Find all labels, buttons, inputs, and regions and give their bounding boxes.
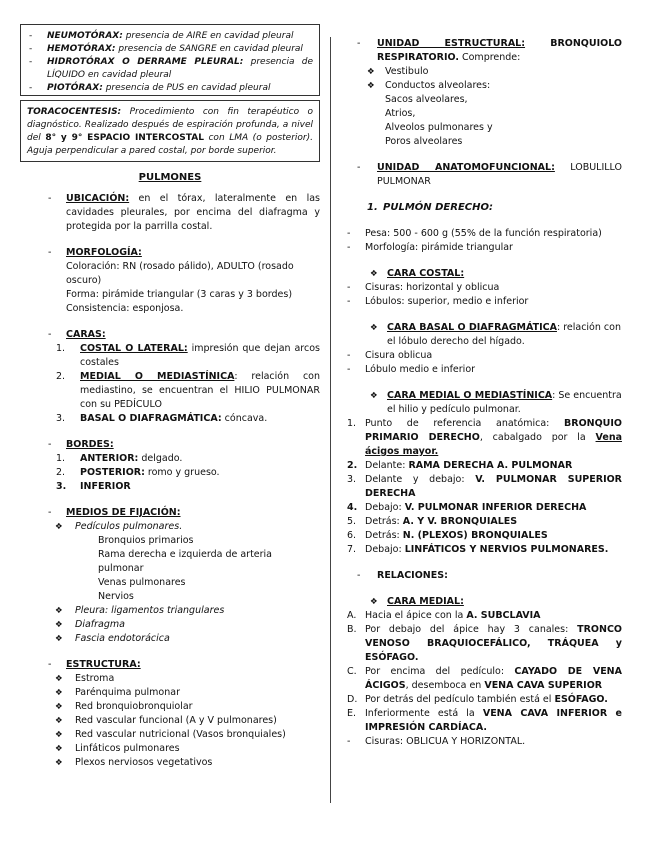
list-item: Poros alveolares: [385, 136, 463, 147]
list-item: 7. Debajo: LINFÁTICOS Y NERVIOS PULMONARES.: [347, 544, 609, 555]
list-item: ❖ Red vascular nutricional (Vasos bronquiales): [55, 729, 286, 740]
list-item: 5. Detrás: A. Y V. BRONQUIALES: [347, 516, 518, 527]
list-item: Alveolos pulmonares y: [385, 122, 493, 133]
rel-cara-medial-heading: ❖ CARA MEDIAL:: [370, 596, 464, 607]
pulmon-derecho-title: 1. PULMÓN DERECHO:: [367, 202, 493, 213]
column-divider: [330, 37, 331, 803]
list-item: 1. COSTAL O LATERAL: impresión que dejan arcos costales: [56, 343, 320, 368]
list-item: - Lóbulo medio e inferior: [347, 364, 476, 375]
list-item: ❖ Pleura: ligamentos triangulares: [55, 605, 225, 616]
unidad-estructural: - UNIDAD ESTRUCTURAL: BRONQUIOLO RESPIRATORIO. Comprende:: [357, 38, 622, 63]
list-item: C. Por encima del pedículo: CAYADO DE VENA ÁCIGOS, desemboca en VENA CAVA SUPERIOR: [347, 666, 622, 691]
list-item: 2. Delante: RAMA DERECHA A. PULMONAR: [347, 460, 573, 471]
list-item: E. Inferiormente está la VENA CAVA INFERIOR e IMPRESIÓN CARDÍACA.: [347, 708, 622, 733]
list-item: - Cisuras: horizontal y oblicua: [347, 282, 500, 293]
cara-costal-heading: ❖ CARA COSTAL:: [370, 268, 465, 279]
caras-section: - CARAS:: [48, 329, 106, 340]
box-item: - HIDROTÓRAX O DERRAME PLEURAL: presencia de LÍQUIDO en cavidad pleural: [29, 57, 313, 80]
list-item: Atrios,: [385, 108, 416, 119]
list-item: ❖ Diafragma: [55, 619, 125, 630]
right-column: [347, 37, 622, 749]
relaciones-heading: - RELACIONES:: [357, 570, 448, 581]
list-item: 1. Punto de referencia anatómica: BRONQUIO PRIMARIO DERECHO, cabalgado por la Vena ácigos mayor.: [347, 418, 622, 457]
list-item: 2. MEDIAL O MEDIASTÍNICA: relación con mediastino, se encuentran el HILIO PULMONAR con su PEDÍCULO: [56, 371, 320, 410]
toracocentesis-box: [20, 100, 320, 162]
list-item: 3. BASAL O DIAFRAGMÁTICA: cóncava.: [56, 413, 268, 424]
list-item: ❖ Fascia endotorácica: [55, 633, 170, 644]
ubicacion-section: - UBICACIÓN: en el tórax, lateralmente en las cavidades pleurales, por encima del diafragma y protegida por la parrilla costal.: [48, 193, 320, 232]
list-item: Rama derecha e izquierda de arteria pulmonar: [98, 549, 273, 574]
fijacion-section: - MEDIOS DE FIJACIÓN:: [48, 507, 181, 518]
list-item: D. Por detrás del pedículo también está el ESÓFAGO.: [347, 694, 608, 705]
list-item: 3. Delante y debajo: V. PULMONAR SUPERIOR DERECHA: [347, 474, 622, 499]
list-item: 4. Debajo: V. PULMONAR INFERIOR DERECHA: [347, 502, 587, 513]
cara-medial-heading: ❖ CARA MEDIAL O MEDIASTÍNICA: Se encuentra el hilio y pedículo pulmonar.: [370, 390, 622, 415]
list-item: - Cisura oblicua: [347, 350, 433, 361]
morfologia-section: - MORFOLOGÍA: Coloración: RN (rosado pálido), ADULTO (rosado oscuro) Forma: pirámide triangular (3 caras y 3 bordes) Consistencia: esponjosa.: [48, 247, 294, 314]
list-item: A. Hacia el ápice con la A. SUBCLAVIA: [347, 610, 541, 621]
list-item: Nervios: [98, 591, 134, 602]
list-item: Bronquios primarios: [98, 535, 194, 546]
list-item: 2. POSTERIOR: romo y grueso.: [56, 467, 220, 478]
list-item: ❖ Plexos nerviosos vegetativos: [55, 757, 213, 768]
list-item: ❖ Pedículos pulmonares.: [55, 521, 183, 532]
box-item: - PIOTÓRAX: presencia de PUS en cavidad pleural: [29, 83, 271, 93]
unidad-anatomofuncional: - UNIDAD ANATOMOFUNCIONAL: LOBULILLO PULMONAR: [357, 162, 622, 187]
list-item: ❖ Linfáticos pulmonares: [55, 743, 180, 754]
list-item: 1. ANTERIOR: delgado.: [56, 453, 183, 464]
toracocentesis-text: TORACOCENTESIS: Procedimiento con fin terapéutico o diagnóstico. Realizado después de espiración profunda, a nivel del 8° y 9° ESPACIO INTERCOSTAL con LMA (o posterior). Aguja perpendicular a pared costal, por borde superior.: [27, 107, 313, 156]
list-item: ❖ Parénquima pulmonar: [55, 687, 180, 698]
list-item: - Cisuras: OBLICUA Y HORIZONTAL.: [347, 736, 526, 747]
list-item: - Lóbulos: superior, medio e inferior: [347, 296, 529, 307]
list-item: B. Por debajo del ápice hay 3 canales: TRONCO VENOSO BRAQUIOCEFÁLICO, TRÁQUEA y ESÓFAGO.: [347, 624, 622, 663]
list-item: ❖ Conductos alveolares:: [367, 80, 491, 91]
list-item: ❖ Vestibulo: [367, 66, 429, 77]
list-item: 6. Detrás: N. (PLEXOS) BRONQUIALES: [347, 530, 548, 541]
list-item: - Morfología: pirámide triangular: [347, 242, 513, 253]
list-item: - Pesa: 500 - 600 g (55% de la función respiratoria): [347, 228, 602, 239]
pleural-conditions-box: [20, 24, 320, 96]
left-column: [20, 24, 320, 770]
box-item: - NEUMOTÓRAX: presencia de AIRE en cavidad pleural: [29, 31, 294, 41]
list-item: Sacos alveolares,: [385, 94, 468, 105]
estructura-section: - ESTRUCTURA:: [48, 659, 141, 670]
list-item: ❖ Estroma: [55, 673, 115, 684]
list-item: ❖ Red vascular funcional (A y V pulmonares): [55, 715, 277, 726]
page-title: PULMONES: [138, 172, 202, 183]
cara-basal-heading: ❖ CARA BASAL O DIAFRAGMÁTICA: relación con el lóbulo derecho del hígado.: [370, 322, 621, 347]
list-item: ❖ Red bronquiobronquiolar: [55, 701, 193, 712]
bordes-section: - BORDES:: [48, 439, 114, 450]
list-item: 3. INFERIOR: [56, 481, 131, 492]
box-item: - HEMOTÓRAX: presencia de SANGRE en cavidad pleural: [29, 44, 303, 54]
list-item: Venas pulmonares: [98, 577, 186, 588]
